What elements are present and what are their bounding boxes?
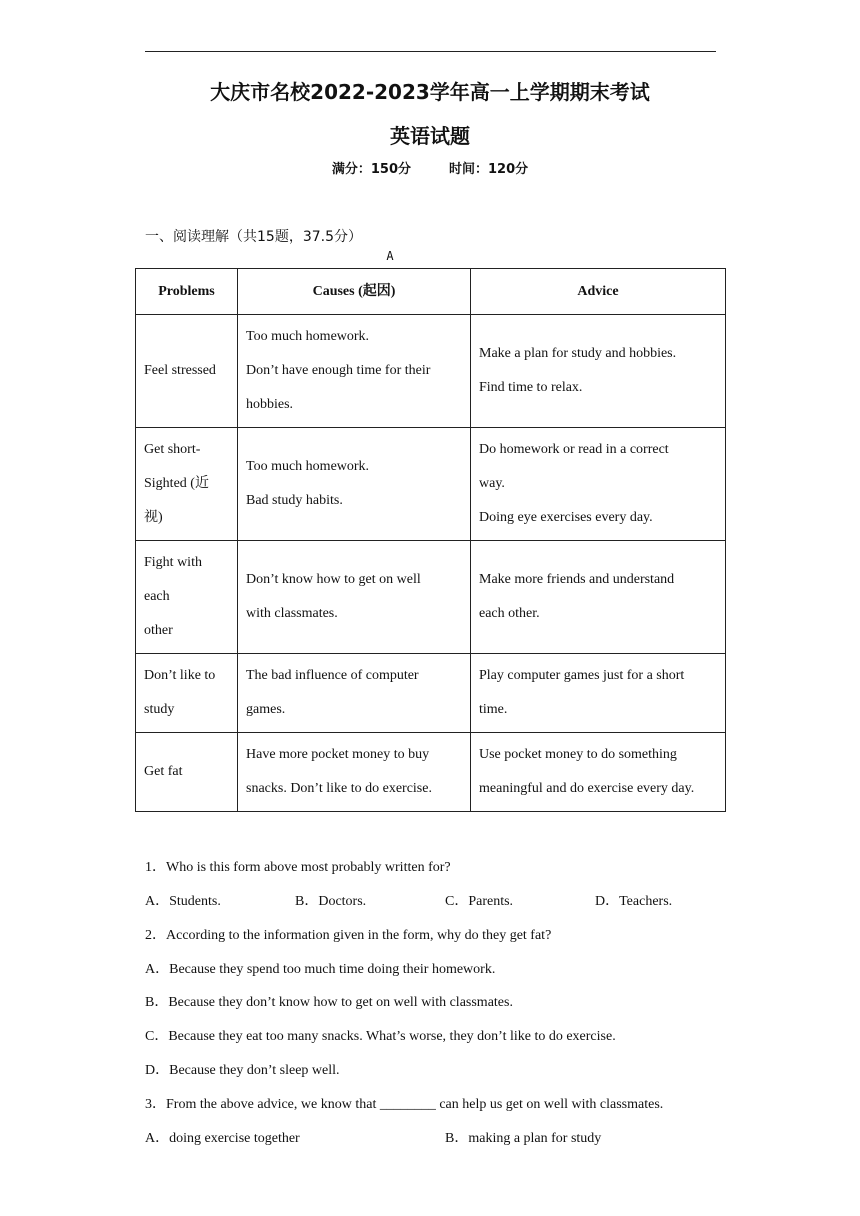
cell-line: time. (479, 702, 508, 717)
table-row (136, 315, 726, 428)
cell-line: meaningful and do exercise every day. (479, 781, 695, 796)
causes-cell (238, 733, 471, 812)
q3-option-b: B．making a plan for study (445, 1131, 602, 1146)
header-problems: Problems (136, 269, 238, 315)
cell-line: each other. (479, 606, 540, 621)
cell-line: way. (479, 476, 505, 491)
table-row (136, 428, 726, 541)
cell-line: 视) (144, 510, 163, 525)
cell-line: Don’t like to (144, 668, 216, 683)
causes-cell (238, 654, 471, 733)
cell-line: The bad influence of computer (246, 668, 419, 683)
cell-line: Make a plan for study and hobbies. (479, 346, 677, 361)
q2-option-c: C．Because they eat too many snacks. What’s worse, they don’t like to do exercise. (145, 1029, 616, 1044)
cell-line: Feel stressed (144, 363, 216, 378)
exam-title: 大庆市名校2022-2023学年高一上学期期末考试 (210, 80, 650, 104)
cell-line: Fight with (144, 555, 202, 570)
cell-line: hobbies. (246, 397, 294, 412)
exam-subtitle: 英语试题 (390, 124, 470, 148)
question-2-stem: 2．According to the information given in the form, why do they get fat? (145, 928, 552, 943)
causes-cell (238, 541, 471, 654)
cell-line: Don’t know how to get on well (246, 572, 421, 587)
q1-option-c: C．Parents. (445, 894, 514, 909)
problem-cell (136, 654, 238, 733)
cell-line: Get fat (144, 764, 183, 779)
advice-cell (471, 733, 726, 812)
cell-line: each (144, 589, 170, 604)
cell-line: Don’t have enough time for their (246, 363, 431, 378)
cell-line: Too much homework. (246, 329, 370, 344)
problem-cell (136, 733, 238, 812)
exam-meta (0, 158, 860, 177)
causes-cell (238, 315, 471, 428)
header-advice: Advice (471, 269, 726, 315)
q2-option-b: B．Because they don’t know how to get on well with classmates. (145, 995, 513, 1010)
cell-line: Do homework or read in a correct (479, 442, 669, 457)
cell-line: snacks. Don’t like to do exercise. (246, 781, 432, 796)
passage-label: A (386, 249, 394, 263)
q3-option-a: A．doing exercise together (145, 1131, 300, 1146)
advice-cell (471, 541, 726, 654)
q1-option-b: B．Doctors. (295, 894, 367, 909)
header-rule (145, 51, 716, 52)
question-3-stem: 3．From the above advice, we know that ________ can help us get on well with classmates. (145, 1097, 664, 1112)
cell-line: study (144, 702, 175, 717)
problems-table (135, 268, 726, 812)
cell-line: Have more pocket money to buy (246, 747, 430, 762)
q2-option-a: A．Because they spend too much time doing their homework. (145, 962, 496, 977)
cell-line: Bad study habits. (246, 493, 343, 508)
full-score: 满分：150分 (331, 162, 411, 177)
advice-cell (471, 654, 726, 733)
q1-option-d: D．Teachers. (595, 894, 673, 909)
cell-line: Sighted (近 (144, 476, 209, 491)
cell-line: Get short- (144, 442, 201, 457)
question-1-stem: 1．Who is this form above most probably written for? (145, 860, 451, 875)
section-heading: 一、阅读理解（共15题，37.5分） (145, 229, 362, 245)
problem-cell (136, 428, 238, 541)
problem-cell (136, 315, 238, 428)
cell-line: Make more friends and understand (479, 572, 675, 587)
table-header-row (136, 269, 726, 315)
q2-option-d: D．Because they don’t sleep well. (145, 1063, 340, 1078)
cell-line: Use pocket money to do something (479, 747, 677, 762)
table-row (136, 733, 726, 812)
advice-cell (471, 315, 726, 428)
table-row (136, 541, 726, 654)
cell-line: Find time to relax. (479, 380, 583, 395)
problem-cell (136, 541, 238, 654)
table-row (136, 654, 726, 733)
exam-time: 时间：120分 (449, 162, 529, 177)
cell-line: Play computer games just for a short (479, 668, 685, 683)
causes-cell (238, 428, 471, 541)
cell-line: other (144, 623, 173, 638)
cell-line: Doing eye exercises every day. (479, 510, 653, 525)
q1-option-a: A．Students. (145, 894, 221, 909)
header-causes: Causes (起因) (238, 269, 471, 315)
cell-line: with classmates. (246, 606, 338, 621)
advice-cell (471, 428, 726, 541)
cell-line: Too much homework. (246, 459, 370, 474)
cell-line: games. (246, 702, 286, 717)
